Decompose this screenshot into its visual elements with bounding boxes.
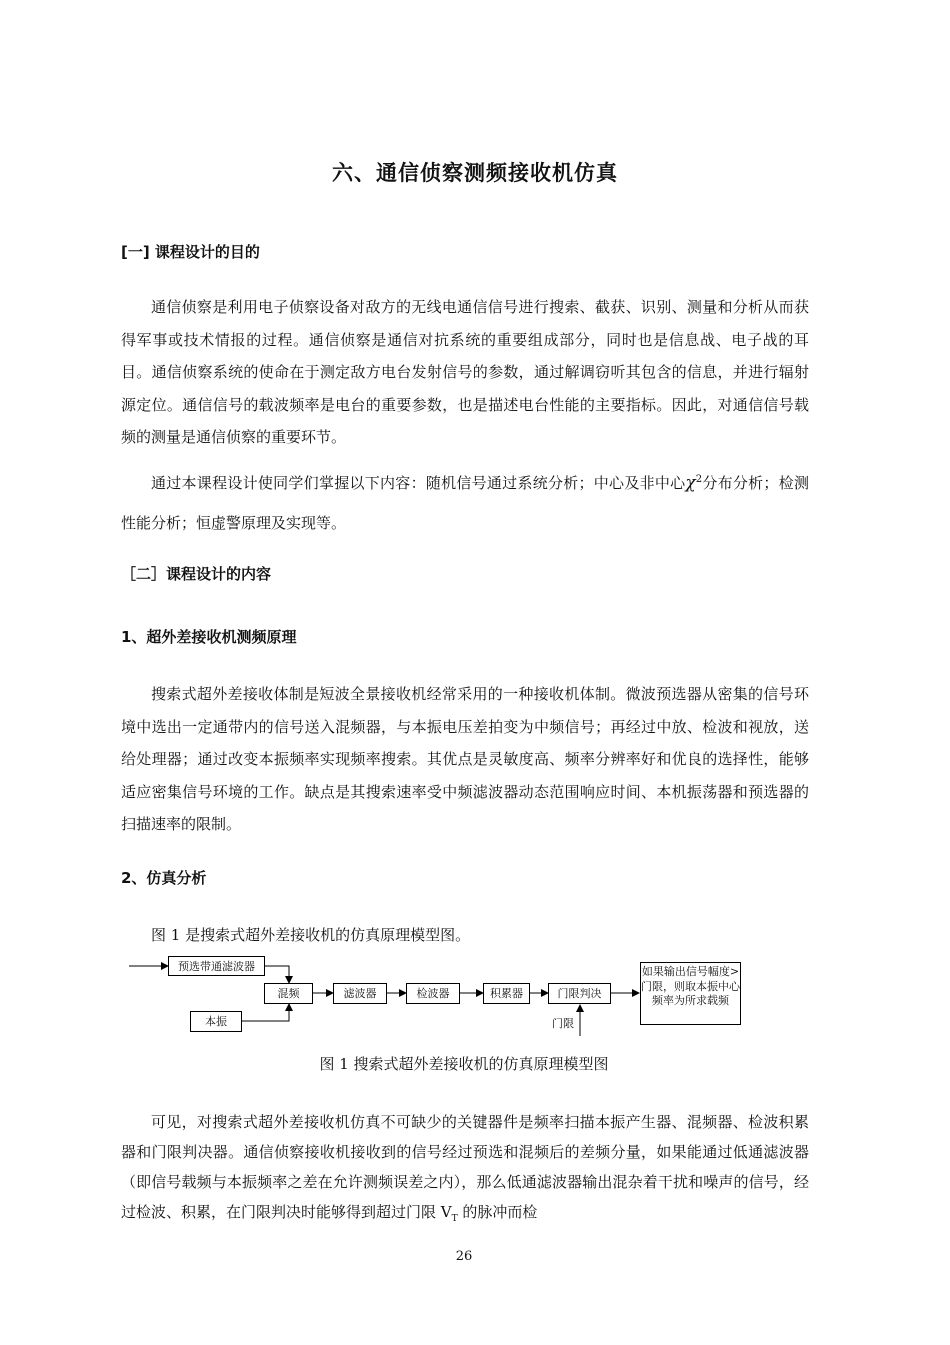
filter-block: 滤波器 [333, 983, 387, 1004]
threshold-decision-block: 门限判决 [548, 983, 611, 1004]
vt-subscript: T [451, 1214, 458, 1224]
analysis-paragraph [121, 1107, 809, 1234]
section-heading-content: ［二］课程设计的内容 [121, 565, 272, 583]
principle-paragraph: 搜索式超外差接收体制是短波全景接收机经常采用的一种接收机体制。微波预选器从密集的信号环境中选出一定通带内的信号送入混频器，与本振电压差拍变为中频信号；再经过中放、检波和视放，送给处理器；通过改变本振频率实现频率搜索。其优点是灵敏度高、频率分辨率好和优良的选择性，能够适应密集信号环境的工作。缺点是其搜索速率受中频滤波器动态范围响应时间、本机振荡器和预选器的扫描速率的限制。 [121, 685, 809, 833]
page-number: 26 [455, 1249, 473, 1264]
integrator-block: 积累器 [483, 983, 530, 1004]
mixer-block: 混频 [264, 983, 313, 1004]
purpose-p2-text-a: 通过本课程设计使同学们掌握以下内容：随机信号通过系统分析；中心及非中心 [151, 474, 686, 492]
page-title: 六、通信侦察测频接收机仿真 [332, 161, 618, 185]
figure-caption: 图 1 搜索式超外差接收机的仿真原理模型图 [319, 1055, 609, 1073]
subsection-heading-simulation: 2、仿真分析 [121, 869, 207, 887]
analysis-text-a: 可见，对搜索式超外差接收机仿真不可缺少的关键器件是频率扫描本振产生器、混频器、检波积累器和门限判决器。通信侦察接收机接收到的信号经过预选和混频后的差频分量，如果能通过低通滤波器（即信号载频与本振频率之差在允许测频误差之内），那么低通滤波器输出混杂着干扰和噪声的信号，经过检波、积累，在门限判决时能够得到超过门限 V [121, 1113, 809, 1221]
chi-superscript: 2 [695, 474, 703, 485]
threshold-label: 门限 [552, 1017, 574, 1030]
purpose-paragraph-2 [121, 460, 809, 543]
lo-to-mixer-arrow [242, 1004, 289, 1021]
output-note-block: 如果输出信号幅度>门限，则取本振中心频率为所求载频 [640, 962, 741, 1025]
detector-block: 检波器 [406, 983, 460, 1004]
purpose-paragraph-1: 通信侦察是利用电子侦察设备对敌方的无线电通信信号进行搜索、截获、识别、测量和分析从而获得军事或技术情报的过程。通信侦察是通信对抗系统的重要组成部分，同时也是信息战、电子战的耳目。通信侦察系统的使命在于测定敌方电台发射信号的参数，通过解调窃听其包含的信息，并进行辐射源定位。通信信号的载波频率是电台的重要参数，也是描述电台性能的主要指标。因此，对通信信号载频的测量是通信侦察的重要环节。 [121, 298, 809, 446]
preselect-filter-block: 预选带通滤波器 [168, 956, 265, 976]
analysis-text-b: 的脉冲而检 [457, 1203, 538, 1221]
subsection-heading-principle: 1、超外差接收机测频原理 [121, 628, 297, 646]
chi-symbol: χ [685, 473, 696, 493]
preselect-to-mixer-arrow [265, 966, 289, 983]
local-oscillator-block: 本振 [190, 1011, 242, 1032]
purpose-p2-text-b: 分布分析；检测性能分析；恒虚警原理及实现等。 [121, 474, 809, 532]
section-heading-purpose: [一] 课程设计的目的 [121, 243, 260, 261]
figure-intro-paragraph: 图 1 是搜索式超外差接收机的仿真原理模型图。 [151, 926, 471, 944]
